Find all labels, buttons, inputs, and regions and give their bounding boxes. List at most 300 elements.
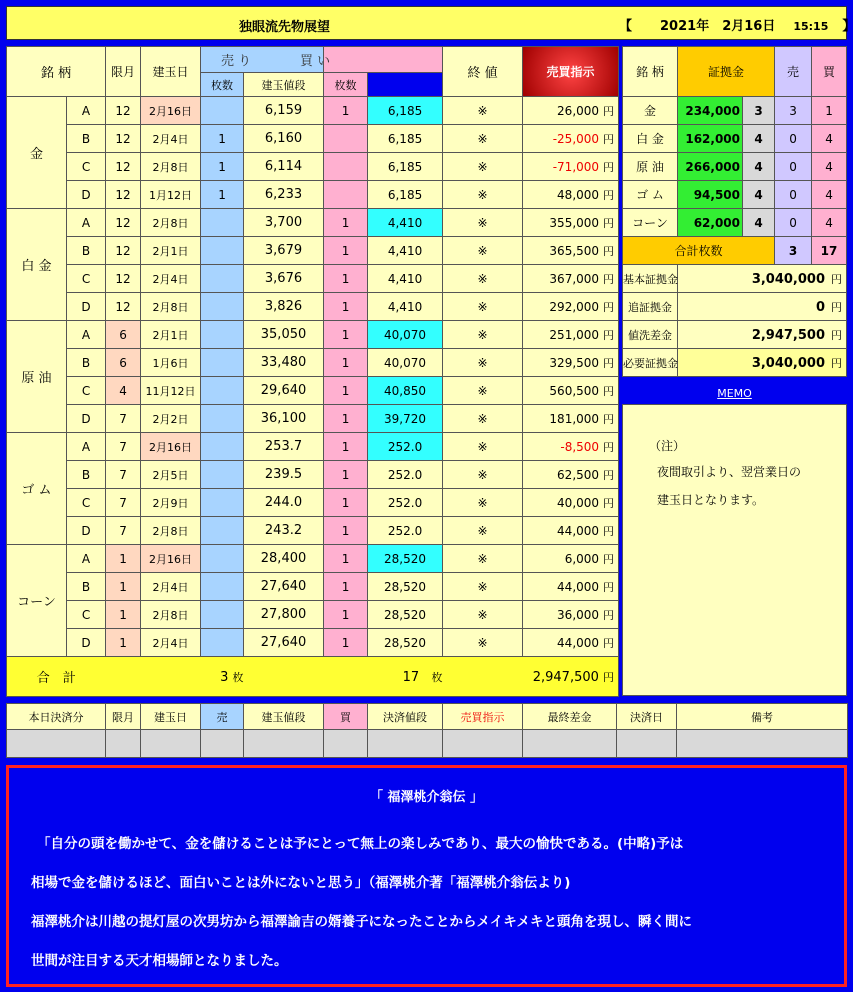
- sell-qty: [201, 97, 244, 125]
- table-row: [7, 489, 619, 517]
- settlement-cell[interactable]: [368, 730, 443, 758]
- memo-line-2: 夜間取引より、翌営業日の: [657, 465, 802, 479]
- quote-line-1: 「自分の頭を働かせて、金を儲けることは予にとって無上の楽しみであり、最大の愉快である。(中略)予は: [37, 836, 684, 852]
- header-gengetsu: 限月: [106, 47, 141, 97]
- margin-buy: 1: [812, 97, 847, 125]
- table-row: [7, 321, 619, 349]
- settlement-cell[interactable]: [244, 730, 324, 758]
- close-price: 6,185: [368, 153, 443, 181]
- margin-units: 4: [743, 209, 775, 237]
- commodity-name: 金: [7, 97, 67, 209]
- close-price: 40,070: [368, 349, 443, 377]
- memo-line-1: （注）: [649, 439, 686, 453]
- buy-qty: 1: [324, 573, 368, 601]
- contract-month: 1: [106, 629, 141, 657]
- entry-date: 2月2日: [141, 405, 201, 433]
- entry-price: 36,100: [244, 405, 324, 433]
- settlement-header: 決済値段: [368, 704, 443, 730]
- contract-label: D: [67, 181, 106, 209]
- margin-commodity: 原 油: [623, 153, 678, 181]
- contract-month: 12: [106, 237, 141, 265]
- entry-price: 29,640: [244, 377, 324, 405]
- mark-to-market: -71,000 円: [523, 153, 619, 181]
- trade-instruction[interactable]: ※: [443, 433, 523, 461]
- margin-row: [623, 97, 847, 125]
- close-price: 28,520: [368, 545, 443, 573]
- contract-label: C: [67, 377, 106, 405]
- entry-price: 6,160: [244, 125, 324, 153]
- entry-date: 2月16日: [141, 545, 201, 573]
- contract-month: 6: [106, 349, 141, 377]
- summary-value: 0 円: [678, 293, 847, 321]
- margin-units: 4: [743, 153, 775, 181]
- total-sell: 3 枚: [106, 657, 244, 697]
- margin-header-kai: 買: [812, 47, 847, 97]
- mark-to-market: 292,000 円: [523, 293, 619, 321]
- commodity-name: コーン: [7, 545, 67, 657]
- contract-month: 7: [106, 517, 141, 545]
- trade-instruction[interactable]: ※: [443, 405, 523, 433]
- trade-instruction[interactable]: ※: [443, 293, 523, 321]
- margin-sell: 0: [775, 181, 812, 209]
- margin-header-uri: 売: [775, 47, 812, 97]
- trade-instruction[interactable]: ※: [443, 629, 523, 657]
- sell-qty: [201, 349, 244, 377]
- table-row: [7, 629, 619, 657]
- close-price: 4,410: [368, 293, 443, 321]
- margin-buy: 4: [812, 209, 847, 237]
- memo-line-3: 建玉日となります。: [657, 493, 765, 507]
- margin-sell: 0: [775, 209, 812, 237]
- header-tategyoku-nedan: 建玉値段: [244, 73, 324, 97]
- entry-date: 2月9日: [141, 489, 201, 517]
- close-price: 252.0: [368, 433, 443, 461]
- close-price: 28,520: [368, 601, 443, 629]
- mark-to-market: 62,500 円: [523, 461, 619, 489]
- margin-buy: 4: [812, 125, 847, 153]
- commodity-name: 白 金: [7, 209, 67, 321]
- page-title: 独眼流先物展望: [239, 20, 331, 35]
- sell-qty: 1: [201, 125, 244, 153]
- buy-qty: 1: [324, 349, 368, 377]
- trade-instruction[interactable]: ※: [443, 237, 523, 265]
- margin-row: [623, 125, 847, 153]
- contract-label: B: [67, 349, 106, 377]
- entry-price: 35,050: [244, 321, 324, 349]
- header-baibai: 売買指示: [523, 47, 619, 97]
- contract-month: 12: [106, 265, 141, 293]
- buy-qty: 1: [324, 517, 368, 545]
- margin-commodity: 白 金: [623, 125, 678, 153]
- table-row: [7, 153, 619, 181]
- trade-instruction[interactable]: ※: [443, 125, 523, 153]
- entry-date: 1月12日: [141, 181, 201, 209]
- close-price: 252.0: [368, 517, 443, 545]
- settlement-table: [6, 703, 848, 758]
- contract-month: 12: [106, 293, 141, 321]
- entry-date: 2月8日: [141, 517, 201, 545]
- table-row: [7, 237, 619, 265]
- trade-instruction[interactable]: ※: [443, 517, 523, 545]
- contract-label: D: [67, 629, 106, 657]
- mark-to-market: 329,500 円: [523, 349, 619, 377]
- buy-qty: 1: [324, 237, 368, 265]
- settlement-cell[interactable]: [677, 730, 848, 758]
- contract-month: 7: [106, 489, 141, 517]
- trade-instruction[interactable]: ※: [443, 265, 523, 293]
- contract-label: D: [67, 293, 106, 321]
- total-amount: 2,947,500 円: [443, 657, 619, 697]
- margin-sell: 3: [775, 97, 812, 125]
- entry-date: 2月8日: [141, 293, 201, 321]
- close-price: 28,520: [368, 629, 443, 657]
- settlement-cell[interactable]: [617, 730, 677, 758]
- entry-price: 239.5: [244, 461, 324, 489]
- margin-units: 4: [743, 181, 775, 209]
- settlement-cell[interactable]: [201, 730, 244, 758]
- contract-label: A: [67, 545, 106, 573]
- settlement-cell[interactable]: [324, 730, 368, 758]
- entry-price: 3,700: [244, 209, 324, 237]
- entry-date: 2月16日: [141, 97, 201, 125]
- contract-label: B: [67, 237, 106, 265]
- entry-date: 2月5日: [141, 461, 201, 489]
- entry-price: 33,480: [244, 349, 324, 377]
- entry-price: 6,159: [244, 97, 324, 125]
- entry-date: 2月8日: [141, 601, 201, 629]
- buy-qty: 1: [324, 405, 368, 433]
- buy-qty: 1: [324, 545, 368, 573]
- mark-to-market: 251,000 円: [523, 321, 619, 349]
- close-price: 28,520: [368, 573, 443, 601]
- entry-price: 244.0: [244, 489, 324, 517]
- entry-price: 243.2: [244, 517, 324, 545]
- trade-instruction[interactable]: ※: [443, 321, 523, 349]
- margin-total-sell: 3: [775, 237, 812, 265]
- close-price: 4,410: [368, 209, 443, 237]
- entry-price: 27,640: [244, 629, 324, 657]
- contract-month: 12: [106, 125, 141, 153]
- margin-summary: [623, 265, 847, 377]
- sell-qty: [201, 237, 244, 265]
- margin-row: [623, 153, 847, 181]
- quote-line-4: 世間が注目する天才相場師となりました。: [31, 953, 288, 969]
- entry-price: 27,640: [244, 573, 324, 601]
- header-uri: 売 り: [201, 47, 324, 73]
- table-row: [7, 181, 619, 209]
- trade-instruction[interactable]: ※: [443, 545, 523, 573]
- entry-date: 2月4日: [141, 573, 201, 601]
- title-bar: [6, 6, 855, 40]
- margin-buy: 4: [812, 153, 847, 181]
- table-row: [7, 601, 619, 629]
- margin-sell: 0: [775, 153, 812, 181]
- margin-summary-row: [623, 321, 847, 349]
- quote-line-3: 福澤桃介は川越の提灯屋の次男坊から福澤諭吉の婿養子になったことからメイキメキと頭角を現し、瞬く間に: [31, 914, 692, 930]
- entry-date: 11月12日: [141, 377, 201, 405]
- summary-label: 追証拠金: [623, 293, 678, 321]
- summary-value: 3,040,000 円: [678, 265, 847, 293]
- entry-price: 6,114: [244, 153, 324, 181]
- mark-to-market: 181,000 円: [523, 405, 619, 433]
- bracket-close: 】: [842, 19, 855, 34]
- sell-qty: [201, 573, 244, 601]
- close-price: 6,185: [368, 97, 443, 125]
- commodity-name: 原 油: [7, 321, 67, 433]
- margin-header-shokokin: 証拠金: [678, 47, 775, 97]
- entry-price: 27,800: [244, 601, 324, 629]
- contract-label: A: [67, 433, 106, 461]
- mark-to-market: 26,000 円: [523, 97, 619, 125]
- header-kai: 買 い: [324, 47, 443, 73]
- buy-qty: 1: [324, 601, 368, 629]
- contract-label: B: [67, 461, 106, 489]
- table-row: [7, 97, 619, 125]
- settlement-header: 本日決済分: [7, 704, 106, 730]
- header-meigara: 銘 柄: [7, 47, 106, 97]
- settlement-empty-row: [7, 730, 848, 758]
- margin-total-label: 合計枚数: [623, 237, 775, 265]
- settlement-header: 買: [324, 704, 368, 730]
- contract-month: 12: [106, 153, 141, 181]
- table-row: [7, 125, 619, 153]
- margin-amount: 266,000: [678, 153, 743, 181]
- header-tategyokubi: 建玉日: [141, 47, 201, 97]
- trade-instruction[interactable]: ※: [443, 377, 523, 405]
- sell-qty: [201, 377, 244, 405]
- entry-price: 6,233: [244, 181, 324, 209]
- settlement-cell[interactable]: [523, 730, 617, 758]
- buy-qty: 1: [324, 461, 368, 489]
- sell-qty: [201, 601, 244, 629]
- trade-instruction[interactable]: ※: [443, 209, 523, 237]
- mark-to-market: 44,000 円: [523, 629, 619, 657]
- contract-month: 12: [106, 97, 141, 125]
- mark-to-market: 48,000 円: [523, 181, 619, 209]
- buy-qty: 1: [324, 97, 368, 125]
- total-buy: 17 枚: [244, 657, 443, 697]
- entry-date: 1月6日: [141, 349, 201, 377]
- settlement-header: 備考: [677, 704, 848, 730]
- margin-sell: 0: [775, 125, 812, 153]
- close-price: 252.0: [368, 489, 443, 517]
- contract-month: 7: [106, 405, 141, 433]
- settlement-cell[interactable]: [106, 730, 141, 758]
- total-row: [7, 657, 619, 697]
- buy-qty: 1: [324, 321, 368, 349]
- settlement-cell[interactable]: [443, 730, 523, 758]
- close-price: 4,410: [368, 237, 443, 265]
- header-uri-maisu: 枚数: [201, 73, 244, 97]
- settlement-header: 限月: [106, 704, 141, 730]
- close-price: 6,185: [368, 125, 443, 153]
- margin-row: [623, 209, 847, 237]
- trade-instruction[interactable]: ※: [443, 349, 523, 377]
- trade-instruction[interactable]: ※: [443, 97, 523, 125]
- contract-month: 7: [106, 433, 141, 461]
- buy-qty: [324, 181, 368, 209]
- positions-table: [6, 46, 619, 697]
- bracket-open: 【: [619, 19, 633, 34]
- summary-value: 3,040,000 円: [678, 349, 847, 377]
- contract-label: B: [67, 125, 106, 153]
- entry-date: 2月16日: [141, 433, 201, 461]
- margin-header-meigara: 銘 柄: [623, 47, 678, 97]
- buy-qty: 1: [324, 489, 368, 517]
- mark-to-market: 6,000 円: [523, 545, 619, 573]
- date-text: 2021年 2月16日: [660, 19, 776, 34]
- contract-label: B: [67, 573, 106, 601]
- margin-units: 3: [743, 97, 775, 125]
- header-owarine: 終 値: [443, 47, 523, 97]
- contract-month: 6: [106, 321, 141, 349]
- mark-to-market: -25,000 円: [523, 125, 619, 153]
- sell-qty: [201, 517, 244, 545]
- memo-link[interactable]: MEMO: [717, 387, 752, 400]
- contract-label: A: [67, 97, 106, 125]
- time-text: 15:15: [793, 20, 829, 33]
- sell-qty: [201, 433, 244, 461]
- settlement-header: 建玉日: [141, 704, 201, 730]
- contract-month: 12: [106, 209, 141, 237]
- margin-amount: 234,000: [678, 97, 743, 125]
- entry-date: 2月8日: [141, 153, 201, 181]
- margin-amount: 162,000: [678, 125, 743, 153]
- mark-to-market: -8,500 円: [523, 433, 619, 461]
- table-row: [7, 349, 619, 377]
- sell-qty: [201, 545, 244, 573]
- mark-to-market: 44,000 円: [523, 517, 619, 545]
- margin-summary-row: [623, 349, 847, 377]
- sell-qty: [201, 321, 244, 349]
- trade-instruction[interactable]: ※: [443, 181, 523, 209]
- contract-label: D: [67, 517, 106, 545]
- trade-instruction[interactable]: ※: [443, 573, 523, 601]
- entry-date: 2月4日: [141, 265, 201, 293]
- close-price: 252.0: [368, 461, 443, 489]
- close-price: 6,185: [368, 181, 443, 209]
- buy-qty: 1: [324, 293, 368, 321]
- contract-month: 1: [106, 573, 141, 601]
- table-row: [7, 293, 619, 321]
- margin-summary-row: [623, 293, 847, 321]
- contract-month: 4: [106, 377, 141, 405]
- settlement-header: 最終差金: [523, 704, 617, 730]
- contract-label: C: [67, 265, 106, 293]
- memo-link-bar: [622, 382, 847, 402]
- entry-price: 28,400: [244, 545, 324, 573]
- trade-instruction[interactable]: ※: [443, 489, 523, 517]
- contract-month: 1: [106, 545, 141, 573]
- contract-label: D: [67, 405, 106, 433]
- positions-body: [7, 97, 619, 657]
- summary-value: 2,947,500 円: [678, 321, 847, 349]
- contract-label: C: [67, 601, 106, 629]
- sell-qty: [201, 629, 244, 657]
- trade-instruction[interactable]: ※: [443, 601, 523, 629]
- sell-qty: [201, 405, 244, 433]
- sell-qty: 1: [201, 153, 244, 181]
- sell-qty: [201, 293, 244, 321]
- contract-label: A: [67, 209, 106, 237]
- margin-amount: 62,000: [678, 209, 743, 237]
- table-row: [7, 461, 619, 489]
- settlement-header: 売: [201, 704, 244, 730]
- settlement-header-row: [7, 704, 848, 730]
- summary-label: 値洗差金: [623, 321, 678, 349]
- settlement-cell[interactable]: [141, 730, 201, 758]
- settlement-header: 建玉値段: [244, 704, 324, 730]
- commodity-name: ゴ ム: [7, 433, 67, 545]
- table-row: [7, 433, 619, 461]
- entry-date: 2月1日: [141, 237, 201, 265]
- trade-instruction[interactable]: ※: [443, 461, 523, 489]
- margin-body: [623, 97, 847, 237]
- entry-price: 3,679: [244, 237, 324, 265]
- buy-qty: [324, 125, 368, 153]
- entry-price: 3,826: [244, 293, 324, 321]
- sell-qty: [201, 265, 244, 293]
- entry-price: 253.7: [244, 433, 324, 461]
- sell-qty: [201, 461, 244, 489]
- margin-total-row: [623, 237, 847, 265]
- contract-month: 7: [106, 461, 141, 489]
- table-row: [7, 517, 619, 545]
- settlement-header: 売買指示: [443, 704, 523, 730]
- entry-date: 2月8日: [141, 209, 201, 237]
- trade-instruction[interactable]: ※: [443, 153, 523, 181]
- contract-month: 12: [106, 181, 141, 209]
- header-kai-maisu: 枚数: [324, 73, 368, 97]
- margin-commodity: 金: [623, 97, 678, 125]
- total-label: 合 計: [7, 657, 106, 697]
- table-row: [7, 377, 619, 405]
- buy-qty: [324, 153, 368, 181]
- margin-commodity: ゴ ム: [623, 181, 678, 209]
- mark-to-market: 365,500 円: [523, 237, 619, 265]
- entry-price: 3,676: [244, 265, 324, 293]
- date-display: [619, 15, 855, 34]
- sell-qty: [201, 209, 244, 237]
- table-row: [7, 545, 619, 573]
- settlement-cell[interactable]: [7, 730, 106, 758]
- entry-date: 2月4日: [141, 629, 201, 657]
- margin-amount: 94,500: [678, 181, 743, 209]
- close-price: 40,070: [368, 321, 443, 349]
- margin-commodity: コーン: [623, 209, 678, 237]
- contract-label: A: [67, 321, 106, 349]
- table-row: [7, 265, 619, 293]
- contract-label: C: [67, 489, 106, 517]
- mark-to-market: 36,000 円: [523, 601, 619, 629]
- buy-qty: 1: [324, 433, 368, 461]
- quote-title: 「 福澤桃介翁伝 」: [369, 790, 484, 805]
- close-price: 40,850: [368, 377, 443, 405]
- close-price: 39,720: [368, 405, 443, 433]
- margin-row: [623, 181, 847, 209]
- margin-total-buy: 17: [812, 237, 847, 265]
- mark-to-market: 560,500 円: [523, 377, 619, 405]
- table-row: [7, 573, 619, 601]
- mark-to-market: 44,000 円: [523, 573, 619, 601]
- margin-buy: 4: [812, 181, 847, 209]
- table-row: [7, 209, 619, 237]
- settlement-header: 決済日: [617, 704, 677, 730]
- quote-line-2: 相場で金を儲けるほど、面白いことは外にないと思う」（福澤桃介著「福澤桃介翁伝より): [31, 875, 571, 891]
- contract-month: 1: [106, 601, 141, 629]
- close-price: 4,410: [368, 265, 443, 293]
- buy-qty: 1: [324, 377, 368, 405]
